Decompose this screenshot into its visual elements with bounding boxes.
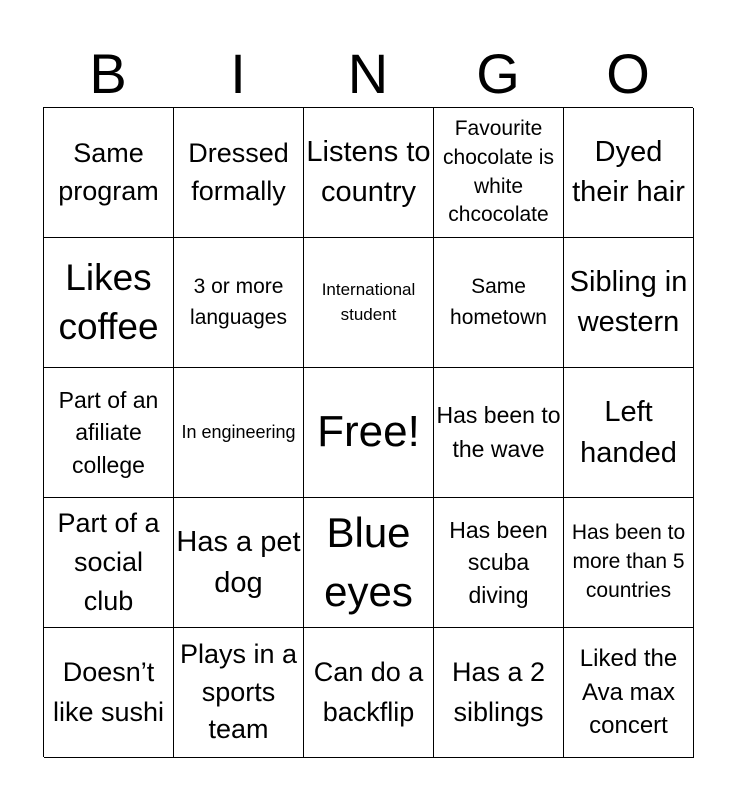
bingo-cell-text: Likes coffee	[58, 257, 159, 347]
bingo-cell-text: Part of a social club	[57, 507, 160, 617]
bingo-cell[interactable]	[564, 628, 694, 758]
bingo-cell[interactable]	[434, 628, 564, 758]
bingo-cell-text: 3 or more languages	[190, 275, 287, 329]
bingo-cell-text: Listens to country	[306, 136, 431, 208]
bingo-grid	[43, 107, 693, 757]
bingo-cell[interactable]	[174, 108, 304, 238]
bingo-cell-text: Plays in a sports team	[179, 638, 298, 745]
bingo-cell-text: Blue eyes	[324, 508, 413, 615]
bingo-cell[interactable]	[304, 108, 434, 238]
bingo-cell-text: Has been to more than 5 countries	[571, 521, 686, 602]
header-letter-b: B	[89, 42, 127, 105]
header-letter-g: G	[476, 42, 520, 105]
bingo-cell-text: Favourite chocolate is white chcocolate	[443, 116, 554, 227]
bingo-cell[interactable]	[304, 498, 434, 628]
bingo-cell-text: Liked the Ava max concert	[579, 645, 678, 740]
bingo-cell[interactable]	[44, 108, 174, 238]
bingo-cell[interactable]	[174, 628, 304, 758]
bingo-cell-text: In engineering	[181, 422, 296, 443]
bingo-cell[interactable]	[434, 498, 564, 628]
bingo-cell[interactable]	[564, 108, 694, 238]
bingo-cell-text: Has been scuba diving	[449, 517, 548, 608]
bingo-cell[interactable]	[44, 238, 174, 368]
bingo-cell[interactable]	[174, 498, 304, 628]
bingo-cell[interactable]	[174, 238, 304, 368]
bingo-cell-text: Can do a backflip	[313, 657, 424, 727]
bingo-cell[interactable]	[434, 238, 564, 368]
bingo-cell-text: Has a pet dog	[176, 525, 301, 599]
bingo-cell-text: Dressed formally	[188, 137, 289, 206]
bingo-cell[interactable]	[304, 238, 434, 368]
bingo-cell[interactable]	[564, 238, 694, 368]
bingo-cell-text: Sibling in western	[569, 266, 688, 338]
bingo-cell[interactable]	[44, 628, 174, 758]
bingo-cell[interactable]	[304, 368, 434, 498]
bingo-cell[interactable]	[434, 368, 564, 498]
bingo-cell[interactable]	[44, 368, 174, 498]
bingo-cell-text: Dyed their hair	[572, 136, 685, 208]
header-letter-o: O	[606, 42, 650, 105]
bingo-cell-text: Part of an afiliate college	[58, 387, 159, 478]
bingo-cell-text: Same program	[58, 137, 159, 206]
bingo-cell-text: Same hometown	[450, 275, 547, 329]
bingo-header	[43, 40, 693, 108]
bingo-cell[interactable]	[434, 108, 564, 238]
bingo-cell[interactable]	[44, 498, 174, 628]
bingo-cell[interactable]	[564, 498, 694, 628]
bingo-cell-text: International student	[321, 279, 416, 324]
bingo-cell-text: Has been to the wave	[436, 402, 561, 462]
bingo-cell-text: Left handed	[580, 395, 677, 469]
header-letter-n: N	[347, 42, 389, 105]
bingo-cell-text: Free!	[317, 407, 420, 457]
bingo-cell[interactable]	[304, 628, 434, 758]
bingo-cell-text: Has a 2 siblings	[451, 657, 546, 727]
bingo-cell[interactable]	[564, 368, 694, 498]
bingo-cell-text: Doesn’t like sushi	[52, 657, 165, 727]
header-letter-i: I	[230, 42, 246, 105]
bingo-cell[interactable]	[174, 368, 304, 498]
